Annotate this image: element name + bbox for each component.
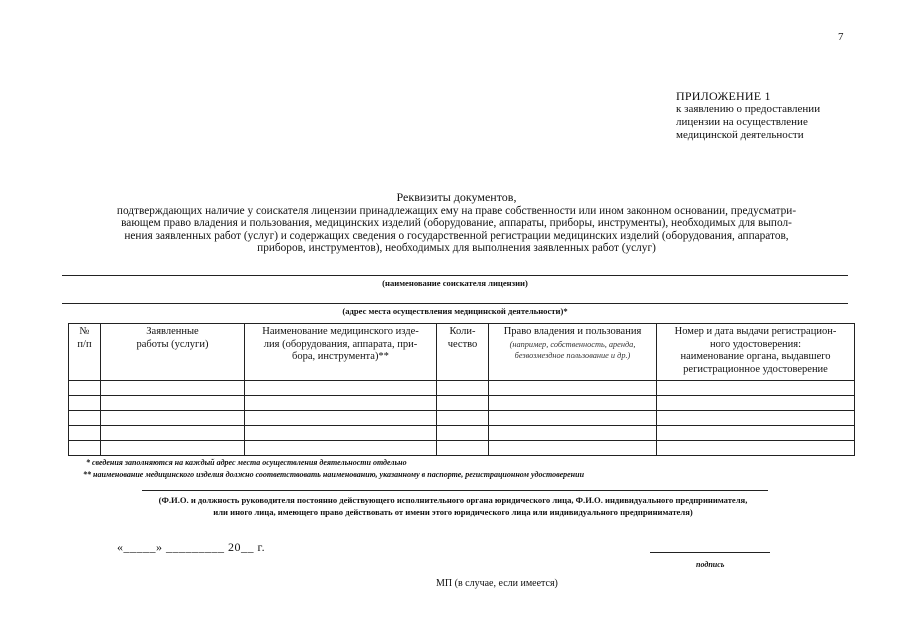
table-row <box>69 396 855 411</box>
signatory-caption: (Ф.И.О. и должность руководителя постоянно действующего исполнительного органа юридического лица, Ф.И.О. индивидуального предпринимателя, или иного лица, имеющего право действовать от имени этого юридического лица или индивидуального предпринимателя) <box>158 495 748 517</box>
col-ownership-header: Право владения и пользования (например, собственность, аренда, безвозмездное пользование и др.) <box>489 324 657 381</box>
appendix-title: ПРИЛОЖЕНИЕ 1 <box>676 89 771 103</box>
table-cell[interactable] <box>489 396 657 411</box>
table-row <box>69 441 855 456</box>
stamp-placeholder: МП (в случае, если имеется) <box>436 578 558 589</box>
table-cell[interactable] <box>101 396 245 411</box>
signatory-name-line[interactable] <box>142 490 768 491</box>
table-cell[interactable] <box>69 411 101 426</box>
applicant-caption: (наименование соискателя лицензии) <box>382 278 528 288</box>
heading-line: приборов, инструментов), необходимых для выполнения заявленных работ (услуг) <box>257 242 656 255</box>
col-device-name-header: Наименование медицинского изде- лия (оборудования, аппарата, при- бора, инструмента)** <box>245 324 437 381</box>
heading-line: вающем право владения и пользования, медицинских изделий (оборудование, аппараты, приборы, инструменты), необходимых для выпол- <box>121 217 792 230</box>
col-number-header: № п/п <box>69 324 101 381</box>
heading-line: подтверждающих наличие у соискателя лицензии принадлежащих ему на праве собственности или ином законном основании, предусматри- <box>116 204 797 217</box>
table-cell[interactable] <box>245 441 437 456</box>
document-heading <box>60 191 853 255</box>
heading-line: нения заявленных работ (услуг) и содержащих сведения о государственной регистрации медицинских изделий (оборудования, аппаратов, <box>124 229 789 242</box>
table-cell[interactable] <box>437 411 489 426</box>
footnote-device-name: ** наименование медицинского изделия должно соответствовать наименованию, указанному в паспорте, регистрационном удостоверении <box>83 470 585 479</box>
appendix-line: лицензии на осуществление <box>676 116 808 128</box>
page-number: 7 <box>838 31 844 43</box>
date-field[interactable]: «_____» _________ 20__ г. <box>117 540 266 554</box>
table-cell[interactable] <box>437 441 489 456</box>
table-cell[interactable] <box>69 381 101 396</box>
col-services-header: Заявленные работы (услуги) <box>101 324 245 381</box>
table-cell[interactable] <box>657 411 855 426</box>
col-quantity-header: Коли- чество <box>437 324 489 381</box>
address-line[interactable] <box>62 303 848 304</box>
table-cell[interactable] <box>657 441 855 456</box>
table-cell[interactable] <box>657 426 855 441</box>
table-cell[interactable] <box>489 426 657 441</box>
table-row <box>69 411 855 426</box>
table-cell[interactable] <box>437 381 489 396</box>
footnote-address: * сведения заполняются на каждый адрес места осуществления деятельности отдельно <box>86 458 407 467</box>
table-cell[interactable] <box>101 411 245 426</box>
table-cell[interactable] <box>245 411 437 426</box>
signature-caption: подпись <box>696 560 725 569</box>
table-header-row <box>69 324 855 381</box>
table-cell[interactable] <box>245 426 437 441</box>
heading-first-line: Реквизиты документов, <box>396 190 517 204</box>
appendix-block <box>676 90 876 142</box>
table-cell[interactable] <box>489 441 657 456</box>
table-cell[interactable] <box>101 441 245 456</box>
table-cell[interactable] <box>69 426 101 441</box>
appendix-line: к заявлению о предоставлении <box>676 103 821 115</box>
table-cell[interactable] <box>657 396 855 411</box>
address-caption: (адрес места осуществления медицинской деятельности)* <box>342 306 568 316</box>
table-cell[interactable] <box>245 396 437 411</box>
signature-line[interactable] <box>650 552 770 553</box>
table-cell[interactable] <box>69 441 101 456</box>
table-row <box>69 381 855 396</box>
applicant-name-line[interactable] <box>62 275 848 276</box>
table-cell[interactable] <box>101 426 245 441</box>
table-cell[interactable] <box>69 396 101 411</box>
table-cell[interactable] <box>489 411 657 426</box>
appendix-line: медицинской деятельности <box>676 129 804 141</box>
table-cell[interactable] <box>245 381 437 396</box>
col-registration-header: Номер и дата выдачи регистрацион- ного удостоверения: наименование органа, выдавшего регистрационное удостоверение <box>657 324 855 381</box>
table-cell[interactable] <box>437 426 489 441</box>
requisites-table <box>68 323 855 456</box>
table-cell[interactable] <box>657 381 855 396</box>
table-row <box>69 426 855 441</box>
table-cell[interactable] <box>101 381 245 396</box>
table-cell[interactable] <box>437 396 489 411</box>
table-cell[interactable] <box>489 381 657 396</box>
